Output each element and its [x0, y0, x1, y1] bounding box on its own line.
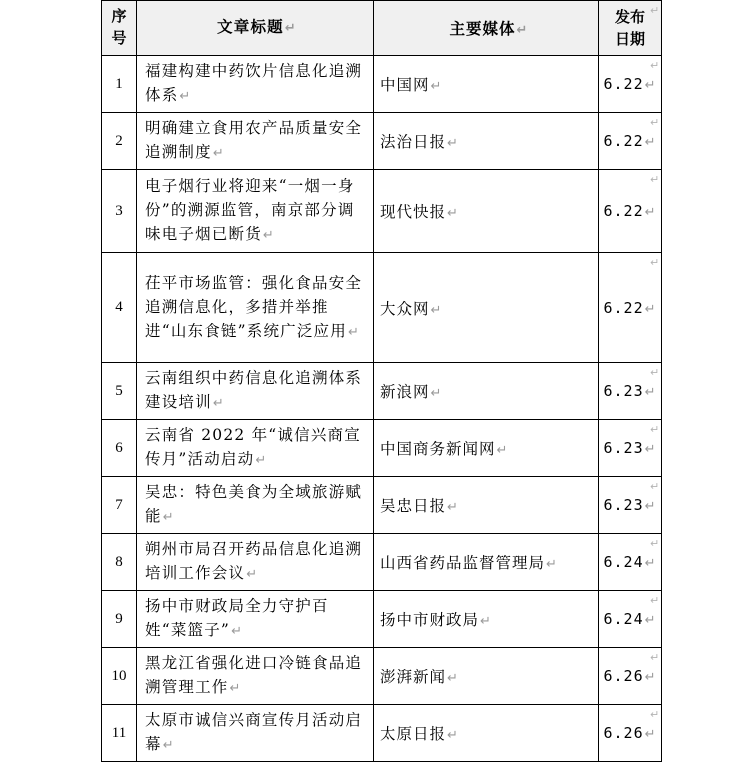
cell-media — [374, 705, 599, 762]
cell-title-text: 茌平市场监管：强化食品安全追溯信息化，多措并举推进“山东食链”系统广泛应用 — [145, 273, 363, 340]
paragraph-mark-icon: ↵ — [179, 89, 192, 104]
cell-date-text: 6.26 — [603, 724, 644, 742]
cell-date-text: 6.22 — [603, 75, 644, 93]
table-row — [102, 591, 662, 648]
paragraph-mark-icon: ↵ — [162, 738, 175, 753]
cell-media-text: 澎湃新闻 — [380, 668, 447, 686]
cell-title-text: 扬中市财政局全力守护百姓“菜篮子” — [145, 597, 329, 639]
cell-media — [374, 113, 599, 170]
paragraph-mark-icon: ↵ — [516, 23, 529, 38]
cell-title-text: 朔州市局召开药品信息化追溯培训工作会议 — [145, 540, 363, 582]
cell-num — [102, 420, 137, 477]
cell-num — [102, 170, 137, 253]
cell-media-text: 中国网 — [380, 76, 430, 94]
cell-num — [102, 253, 137, 363]
paragraph-mark-icon: ↵ — [284, 21, 297, 36]
cell-media-text: 吴忠日报 — [380, 497, 447, 515]
header-date-label: 发布 日期 — [614, 8, 645, 48]
cell-title — [137, 534, 374, 591]
paragraph-mark-icon: ↵ — [447, 136, 459, 151]
cell-title — [137, 113, 374, 170]
end-of-row-mark-icon: ↵ — [650, 4, 660, 17]
table-row — [102, 113, 662, 170]
paragraph-mark-icon: ↵ — [447, 671, 459, 686]
table-row — [102, 534, 662, 591]
table-body — [102, 56, 662, 762]
table-row — [102, 477, 662, 534]
cell-title — [137, 705, 374, 762]
cell-date-text: 6.24 — [603, 553, 644, 571]
table-row — [102, 56, 662, 113]
header-title-label: 文章标题 — [217, 17, 284, 36]
cell-title-text: 吴忠：特色美食为全域旅游赋能 — [145, 483, 363, 525]
cell-num — [102, 113, 137, 170]
cell-num-text: 1 — [115, 75, 123, 92]
cell-title-text: 电子烟行业将迎来“一烟一身份”的溯源监管，南京部分调味电子烟已断货 — [145, 177, 355, 243]
header-num — [102, 1, 137, 56]
cell-media — [374, 253, 599, 363]
cell-media — [374, 56, 599, 113]
end-of-row-mark-icon: ↵ — [650, 366, 660, 379]
cell-title — [137, 648, 374, 705]
header-media — [374, 1, 599, 56]
cell-num-text: 4 — [115, 299, 123, 315]
table-row — [102, 363, 662, 420]
cell-title-text: 福建构建中药饮片信息化追溯体系 — [145, 62, 363, 104]
paragraph-mark-icon: ↵ — [644, 385, 657, 400]
end-of-row-mark-icon: ↵ — [650, 537, 660, 550]
cell-media-text: 现代快报 — [380, 203, 447, 221]
paragraph-mark-icon: ↵ — [231, 624, 244, 639]
paragraph-mark-icon: ↵ — [262, 228, 275, 243]
paragraph-mark-icon: ↵ — [430, 386, 443, 401]
cell-date-text: 6.22 — [603, 298, 644, 317]
cell-title — [137, 363, 374, 420]
paragraph-mark-icon: ↵ — [644, 135, 657, 150]
paragraph-mark-icon: ↵ — [644, 727, 657, 742]
table-header-row — [102, 1, 662, 56]
paragraph-mark-icon: ↵ — [212, 396, 225, 411]
cell-media-text: 法治日报 — [380, 133, 447, 151]
paragraph-mark-icon: ↵ — [246, 567, 259, 582]
paragraph-mark-icon: ↵ — [212, 146, 225, 161]
paragraph-mark-icon: ↵ — [447, 206, 459, 221]
cell-num-text: 5 — [115, 382, 123, 399]
cell-title-text: 黑龙江省强化进口冷链食品追溯管理工作 — [145, 654, 363, 696]
cell-media-text: 山西省药品监督管理局 — [380, 554, 546, 572]
table-row — [102, 705, 662, 762]
paragraph-mark-icon: ↵ — [447, 728, 459, 743]
cell-num-text: 9 — [115, 610, 123, 627]
paragraph-mark-icon: ↵ — [644, 78, 657, 93]
end-of-row-mark-icon: ↵ — [650, 59, 660, 72]
cell-title-text: 明确建立食用农产品质量安全追溯制度 — [145, 119, 363, 161]
end-of-row-mark-icon: ↵ — [650, 256, 660, 269]
end-of-row-mark-icon: ↵ — [650, 651, 660, 664]
paragraph-mark-icon: ↵ — [430, 302, 443, 318]
cell-media-text: 太原日报 — [380, 725, 447, 743]
cell-num-text: 7 — [115, 496, 123, 513]
news-table — [101, 0, 662, 762]
paragraph-mark-icon: ↵ — [644, 301, 657, 317]
header-title — [137, 1, 374, 56]
table-row — [102, 170, 662, 253]
cell-date-text: 6.23 — [603, 382, 644, 400]
cell-title — [137, 591, 374, 648]
paragraph-mark-icon: ↵ — [347, 324, 361, 340]
cell-media-text: 新浪网 — [380, 383, 430, 401]
cell-num-text: 10 — [111, 667, 127, 684]
header-num-label: 序 号 — [111, 9, 127, 47]
cell-media — [374, 648, 599, 705]
cell-date-text: 6.22 — [603, 132, 644, 150]
cell-num — [102, 477, 137, 534]
paragraph-mark-icon: ↵ — [644, 205, 657, 220]
cell-title-text: 太原市诚信兴商宣传月活动启幕 — [145, 711, 363, 753]
cell-title — [137, 56, 374, 113]
table-row — [102, 648, 662, 705]
end-of-row-mark-icon: ↵ — [650, 116, 660, 129]
paragraph-mark-icon: ↵ — [255, 453, 268, 468]
cell-title — [137, 420, 374, 477]
paragraph-mark-icon: ↵ — [644, 613, 657, 628]
cell-num — [102, 591, 137, 648]
paragraph-mark-icon: ↵ — [644, 442, 657, 457]
paragraph-mark-icon: ↵ — [644, 670, 657, 685]
cell-date — [599, 253, 662, 363]
cell-media-text: 中国商务新闻网 — [380, 440, 496, 458]
paragraph-mark-icon: ↵ — [496, 443, 509, 458]
cell-date-text: 6.24 — [603, 610, 644, 628]
paragraph-mark-icon: ↵ — [162, 510, 175, 525]
paragraph-mark-icon: ↵ — [229, 681, 242, 696]
end-of-row-mark-icon: ↵ — [650, 423, 660, 436]
cell-num-text: 2 — [115, 132, 123, 149]
cell-num-text: 8 — [115, 553, 123, 570]
cell-media — [374, 170, 599, 253]
cell-num — [102, 705, 137, 762]
cell-title-text: 云南省 2022 年“诚信兴商宣传月”活动启动 — [145, 426, 361, 468]
cell-num-text: 11 — [111, 724, 127, 741]
paragraph-mark-icon: ↵ — [644, 499, 657, 514]
paragraph-mark-icon: ↵ — [546, 557, 558, 572]
cell-media — [374, 420, 599, 477]
cell-media — [374, 363, 599, 420]
cell-num — [102, 56, 137, 113]
cell-title — [137, 253, 374, 363]
header-media-label: 主要媒体 — [449, 19, 516, 38]
cell-num — [102, 534, 137, 591]
cell-num — [102, 363, 137, 420]
table-row — [102, 253, 662, 363]
cell-date-text: 6.23 — [603, 496, 644, 514]
cell-media-text: 扬中市财政局 — [380, 611, 480, 629]
cell-num — [102, 648, 137, 705]
cell-title-text: 云南组织中药信息化追溯体系建设培训 — [145, 369, 363, 411]
cell-date-text: 6.26 — [603, 667, 644, 685]
cell-title — [137, 170, 374, 253]
paragraph-mark-icon: ↵ — [430, 79, 443, 94]
end-of-row-mark-icon: ↵ — [650, 708, 660, 721]
paragraph-mark-icon: ↵ — [480, 614, 492, 629]
end-of-row-mark-icon: ↵ — [650, 173, 660, 186]
cell-title — [137, 477, 374, 534]
cell-date-text: 6.22 — [603, 202, 644, 220]
cell-media — [374, 477, 599, 534]
cell-num-text: 3 — [115, 202, 123, 219]
paragraph-mark-icon: ↵ — [644, 556, 657, 571]
table-row — [102, 420, 662, 477]
cell-num-text: 6 — [115, 439, 123, 456]
cell-media — [374, 534, 599, 591]
end-of-row-mark-icon: ↵ — [650, 480, 660, 493]
cell-media-text: 大众网 — [380, 299, 430, 318]
end-of-row-mark-icon: ↵ — [650, 594, 660, 607]
cell-media — [374, 591, 599, 648]
paragraph-mark-icon: ↵ — [447, 500, 459, 515]
cell-date-text: 6.23 — [603, 439, 644, 457]
